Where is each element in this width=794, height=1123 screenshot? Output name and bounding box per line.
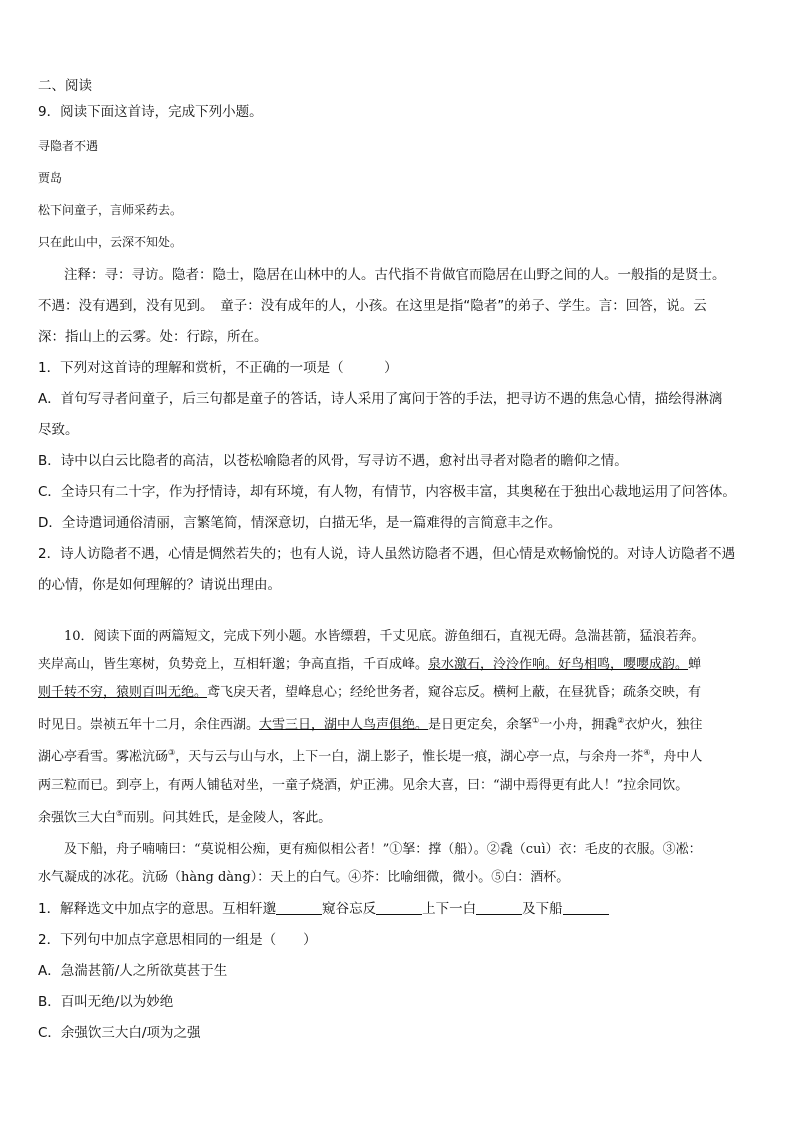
q10-line-6: 两三粒而已。到亭上，有两人铺毡对坐，一童子烧酒，炉正沸。见余大喜，曰：“湖中焉得更有此人！”拉余同饮。 [38,777,689,793]
exam-page [38,76,758,1049]
answer-blank[interactable] [376,900,422,915]
q9-sub1-stem: 1．下列对这首诗的理解和赏析，不正确的一项是（ ） [38,360,398,376]
q10-line-3: 则千转不穷，猿则百叫无绝。鸢飞戾天者，望峰息心；经纶世务者，窥谷忘反。横柯上蔽，在昼犹昏；疏条交映，有 [38,685,702,700]
underlined-sentence: 大雪三日，湖中人鸟声俱绝。 [259,717,429,733]
note-line-1: 注释：寻：寻访。隐者：隐士，隐居在山林中的人。古代指不肯做官而隐居在山野之间的人。一般指的是贤士。 [64,267,726,283]
poem-line-1: 松下问童子，言师采药去。 [38,203,183,217]
q9-sub2-line-1: 2．诗人访隐者不遇，心情是惆然若失的；也有人说，诗人虽然访隐者不遇，但心情是欢畅愉悦的。对诗人访隐者不遇 [38,546,736,562]
underlined-sentence: 泉水激石，泠泠作响。好鸟相鸣，嘤嘤成韵。 [428,657,689,672]
q9-sub2-line-2: 的心情，你是如何理解的？请说出理由。 [38,577,281,593]
q10-line-7: 余强饮三大白⑤而别。问其姓氏，是金陵人，客此。 [38,808,332,825]
q10-line-9: 水气凝成的冰花。沆砀（hàng dàng）：天上的白气。④芥：比喻细微，微小。⑤白：酒杯。 [38,869,570,885]
q10-option-a: A．急湍甚箭/人之所欲莫甚于生 [38,962,228,979]
q10-line-1: 10．阅读下面的两篇短文，完成下列小题。水皆缥碧，千丈见底。游鱼细石，直视无碍。急湍甚箭，猛浪若奔。 [64,629,705,644]
q10-line-2: 夹岸高山，皆生寒树，负势竞上，互相轩邈；争高直指，千百成峰。泉水激石，泠泠作响。好鸟相鸣，嘤嘤成韵。蝉 [38,657,702,672]
q10-line-4: 时见日。崇祯五年十二月，余住西湖。大雪三日，湖中人鸟声俱绝。是日更定矣，余拏①一小舟，拥毳②衣炉火，独往 [38,716,703,733]
q10-sub2-stem: 2．下列句中加点字意思相同的一组是（ ） [38,931,317,948]
q10-line-5: 湖心亭看雪。雾凇沆砀③，天与云与山与水，上下一白，湖上影子，惟长堤一痕，湖心亭一点，与余舟一芥④，舟中人 [38,748,703,765]
q10-option-b: B．百叫无绝/以为妙绝 [38,993,174,1010]
q9-intro: 9．阅读下面这首诗，完成下列小题。 [38,104,263,120]
q9-option-a-line-1: A．首句写寻者问童子，后三句都是童子的答话，诗人采用了寓问于答的手法，把寻访不遇的焦急心情，描绘得淋漓 [38,391,723,407]
answer-blank[interactable] [276,900,322,915]
q10-sub1: 1．解释选文中加点字的意思。互相轩邈 窥谷忘反 上下一白 及下船 [38,894,758,925]
q10-option-c: C．余强饮三大白/项为之强 [38,1024,201,1041]
section-heading: 二、阅读 [38,78,92,94]
underlined-sentence: 则千转不穷，猿则百叫无绝。 [38,685,208,700]
q10-line-8: 及下船，舟子喃喃曰：“莫说相公痴，更有痴似相公者！”①拏：撑（船）。②毳（cuì）衣：毛皮的衣服。③凇： [64,841,702,857]
q9-option-b: B．诗中以白云比隐者的高洁，以苍松喻隐者的风骨，写寻访不遇，愈衬出寻者对隐者的瞻仰之情。 [38,453,628,469]
poem-line-2: 只在此山中，云深不知处。 [38,235,183,249]
note-line-2: 不遇：没有遇到，没有见到。 童子：没有成年的人，小孩。在这里是指“隐者”的弟子、学生。言：回答，说。云 [38,298,707,314]
answer-blank[interactable] [476,900,522,915]
poem-title: 寻隐者不遇 [38,139,99,153]
q9-option-c: C．全诗只有二十字，作为抒情诗，却有环境，有人物，有情节，内容极丰富，其奥秘在于独出心裁地运用了问答体。 [38,484,736,500]
note-line-3: 深：指山上的云雾。处：行踪，所在。 [38,329,268,345]
q10-passage [38,623,758,892]
poem-author: 贾岛 [38,171,63,185]
q9-option-a-line-2: 尽致。 [38,422,79,438]
q9-option-d: D．全诗遣词通俗清丽，言繁笔简，情深意切，白描无华，是一篇难得的言简意丰之作。 [38,515,562,531]
answer-blank[interactable] [563,900,609,915]
